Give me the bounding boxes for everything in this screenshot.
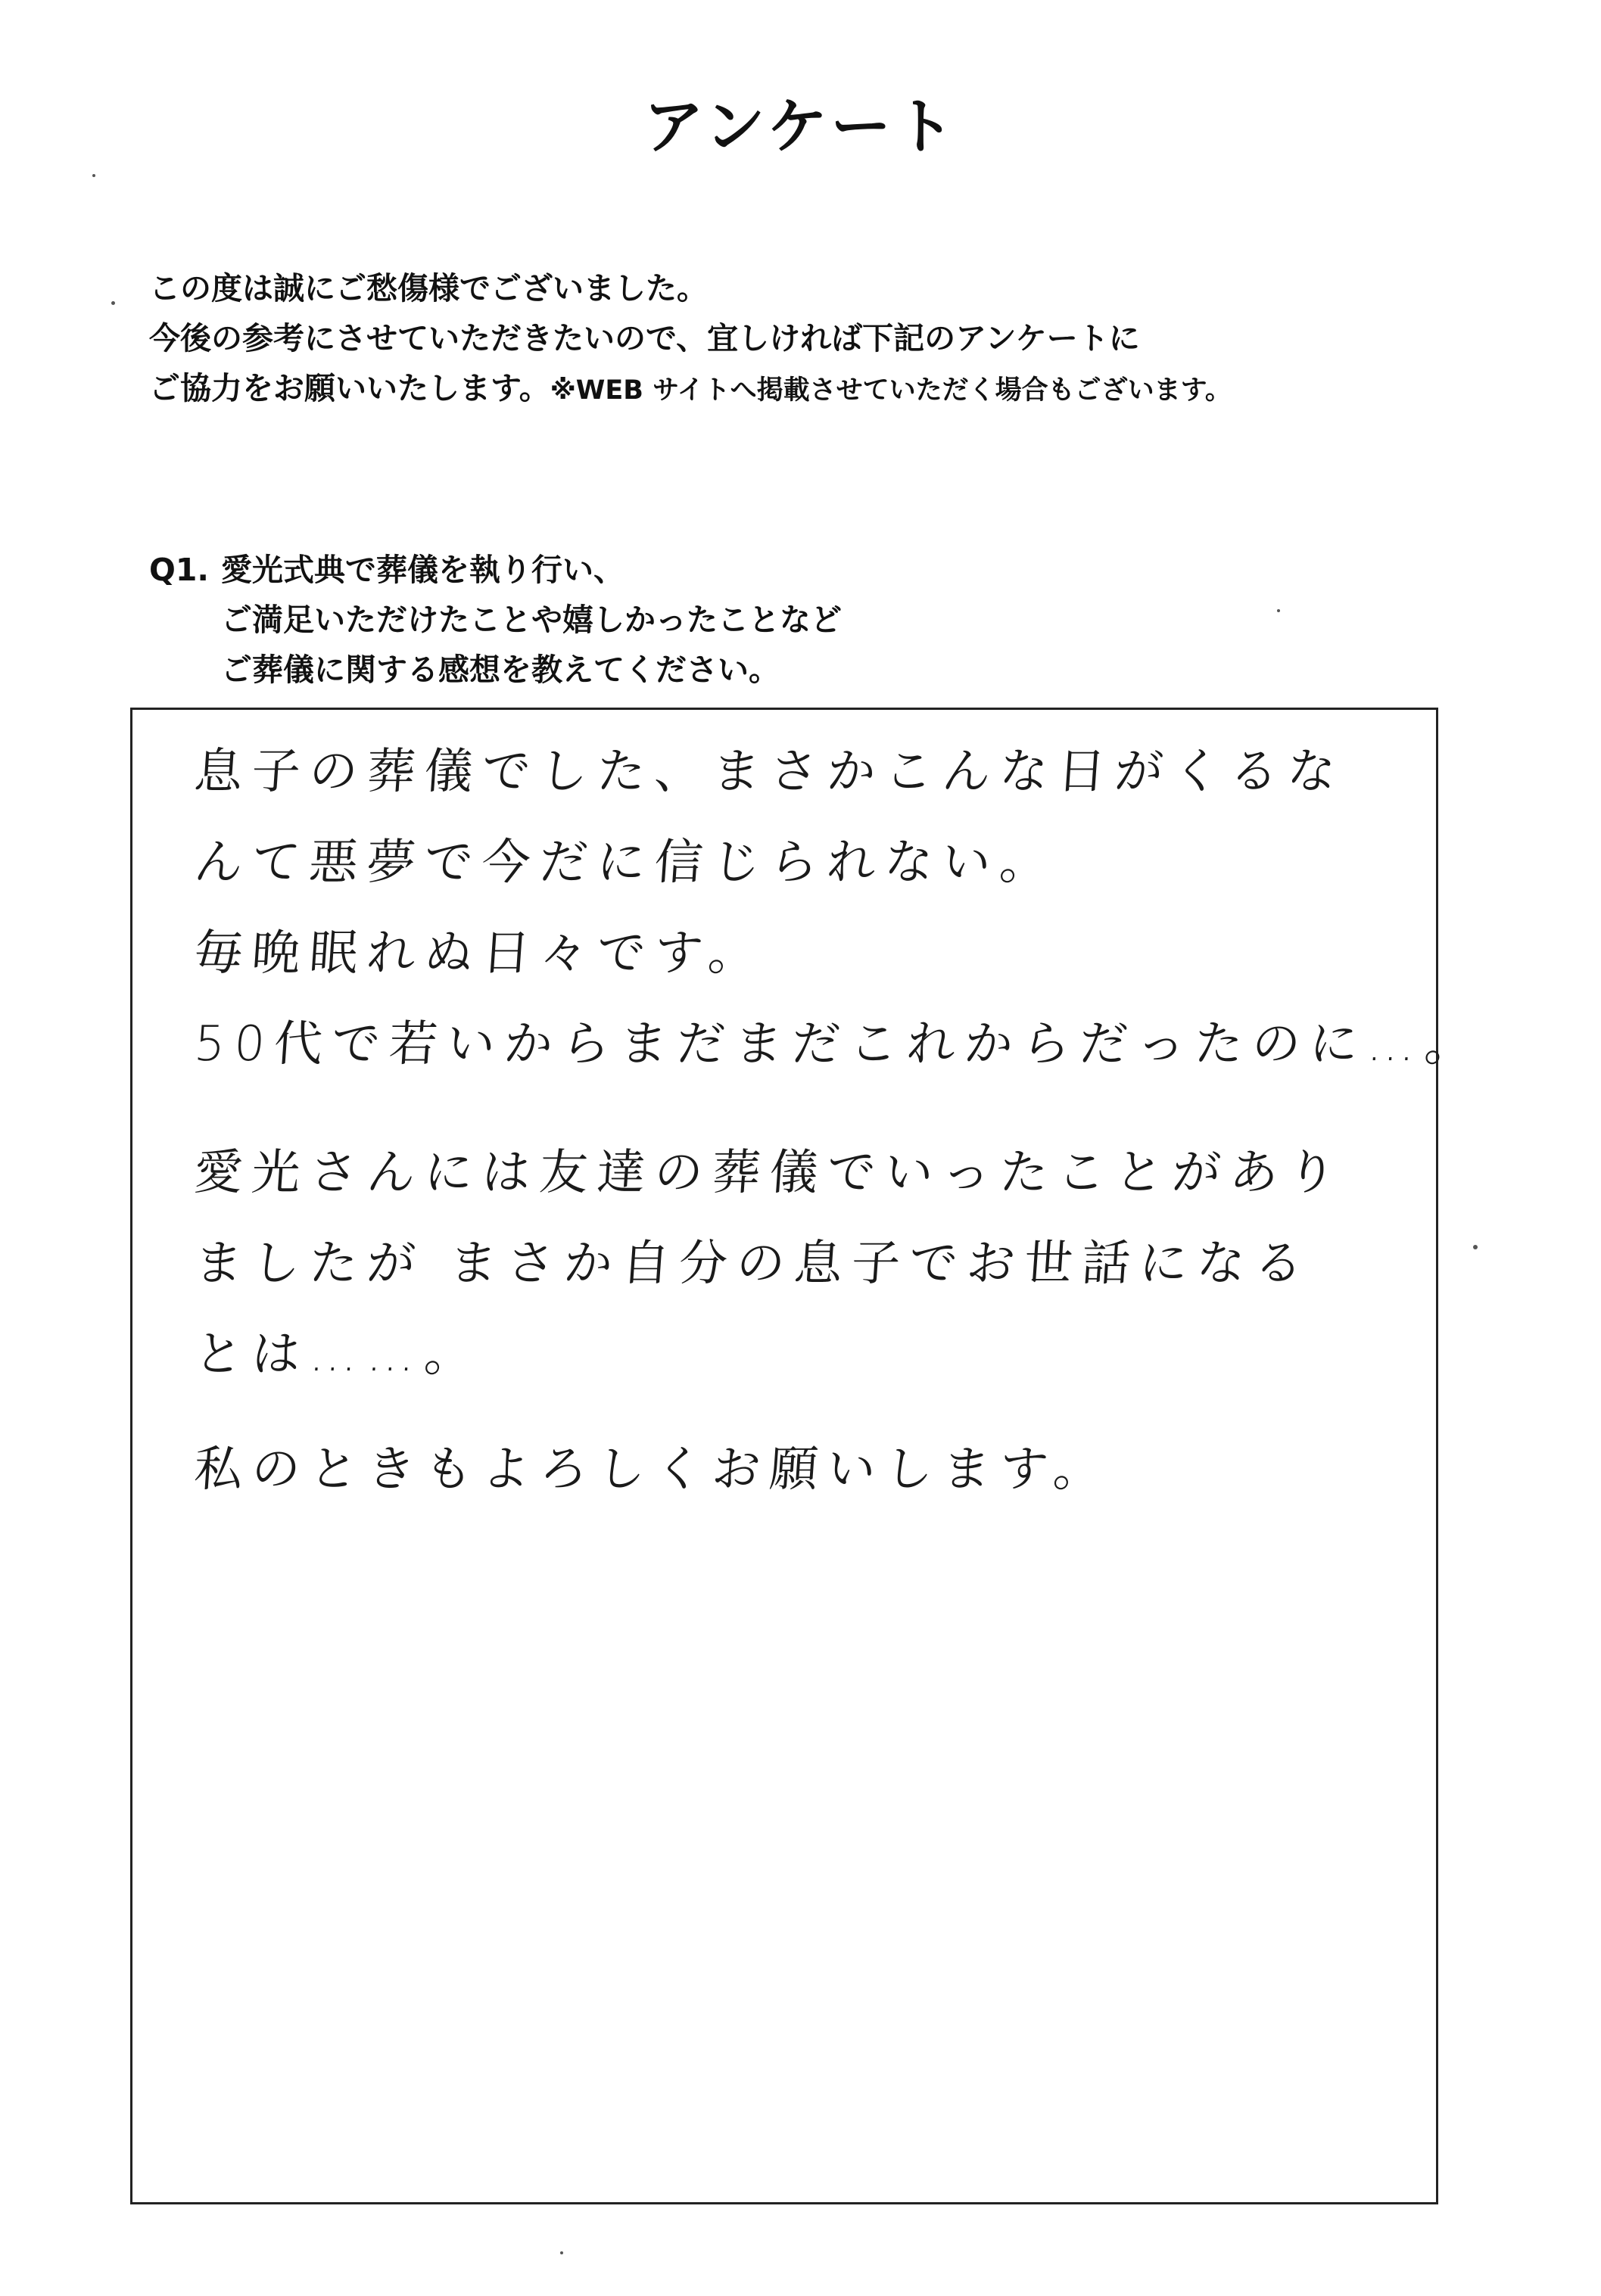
answer-line-6: ましたが まさか自分の息子でお世話になる	[192, 1236, 1314, 1292]
scan-speck	[111, 301, 115, 305]
intro-text	[149, 263, 1512, 415]
answer-line-7: とは……。	[192, 1327, 484, 1383]
answer-line-4: 50代で若いからまだまだこれからだったのに…。	[192, 1016, 1484, 1072]
scan-speck	[1277, 609, 1280, 612]
question-text-1: 愛光式典で葬儀を執り行い、	[221, 552, 625, 588]
answer-box	[130, 708, 1484, 2204]
question-line-1	[149, 545, 1512, 595]
question-1	[149, 545, 1512, 695]
web-posting-note: ※WEB サイトへ掲載させていただく場合もございます。	[550, 375, 1232, 406]
question-label: Q1.	[149, 552, 209, 588]
handwritten-answer	[192, 733, 1484, 1500]
intro-line-1: この度は誠にご愁傷様でございました。	[149, 270, 708, 306]
scan-speck	[92, 174, 95, 177]
intro-line-3	[149, 363, 1512, 415]
intro-line-3-main: ご協力をお願いいたします。	[149, 370, 550, 406]
question-line-2: ご満足いただけたことや嬉しかったことなど	[221, 602, 842, 638]
answer-line-8: 私のときもよろしくお願いします。	[192, 1442, 1114, 1498]
intro-line-2: 今後の参考にさせていただきたいので、宜しければ下記のアンケートに	[149, 320, 1140, 356]
answer-line-5: 愛光さんには友達の葬儀でいったことがあり	[192, 1145, 1347, 1201]
scan-speck	[1473, 1245, 1478, 1249]
question-line-3: ご葬儀に関する感想を教えてください。	[221, 652, 780, 688]
scan-speck	[560, 2251, 563, 2254]
answer-line-3: 毎晩眠れぬ日々です。	[192, 926, 768, 982]
answer-line-2: んて悪夢で今だに信じられない。	[192, 835, 1060, 891]
page-title: アンケート	[643, 92, 958, 162]
answer-line-1: 息子の葬儀でした、まさかこんな日がくるな	[192, 744, 1347, 800]
